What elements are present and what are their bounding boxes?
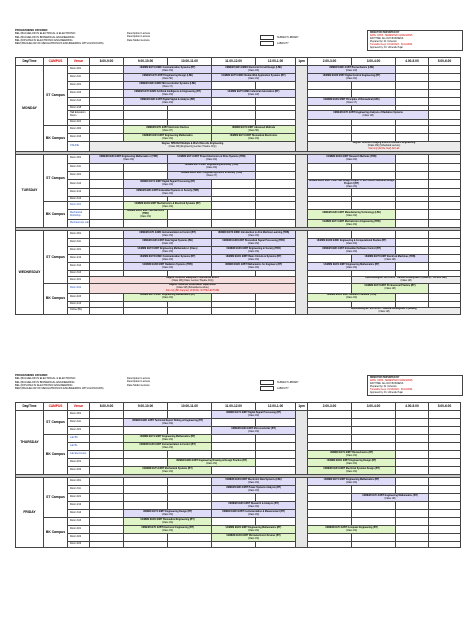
class-slot[interactable]: UEMEM EGR3 E5BT Digital Control Engineering (BT) (Class 1M) <box>308 74 396 82</box>
class-slot[interactable]: UEMEM EGT1 E3BT Electronic Devices (Class 1H) <box>124 126 212 134</box>
approval-line: Prepared by: Dr. Uchendu <box>370 385 397 388</box>
class-slot[interactable]: UEMEM EGT1 E3BT Engineering Mathematics (BT) (Class 1M) <box>352 494 429 502</box>
table-row <box>16 74 461 82</box>
class-slot[interactable]: UEMEM EGR1 E3BT Engineering Design (BT) (Class 1M) <box>308 459 396 467</box>
class-slot[interactable]: UEMEM EGT1 E3BT Engineering Analysis of Radiation Systems (Class 1M) <box>308 111 429 120</box>
col-header-campus: CAMPUS <box>44 403 68 411</box>
class-slot[interactable]: UEMEM EGR3 E3MC Engineering & Computational Studies (BT) (Class 1M) <box>308 239 396 247</box>
venue-cell: Room 401 <box>68 277 90 284</box>
campus-label: BK Campus <box>44 518 68 548</box>
header-line: BEL (BACHELOR IN BIOMEDICAL ENGINEERING <box>15 380 75 384</box>
venue-cell: Room 402 <box>68 467 90 475</box>
class-slot[interactable]: UEMEM EGT3 E3BT Engineering Mathematics I (Class) (Class 1M) <box>124 247 212 255</box>
campus-label: ST Campus <box>44 154 68 202</box>
table-row <box>16 66 461 74</box>
class-slot[interactable]: UEMEM EGR1 E3BT Microcontroller (BT) (Class 1M) <box>212 427 296 435</box>
description-line: Description/ Lecture <box>127 377 151 380</box>
legend-swatch <box>260 35 274 40</box>
class-slot[interactable]: UEMEM EGR1 E3BT Engineering Mathematics I (TRB) (Class 1M) <box>90 154 168 163</box>
class-slot[interactable]: UEMEM EGT1 E3BT Engineering Mathematics (BT) (Class 1M) <box>308 478 396 486</box>
class-slot[interactable]: UEMEM EGR1 E3BT Mechatronics (TRB) (Class 1M) <box>124 210 168 220</box>
description-line: Date Model Lecture <box>127 38 150 42</box>
col-header-time: 9.00-10.00 <box>124 58 168 66</box>
class-slot[interactable]: UEMEM EGR3 E3BT Radiation Systems (TRB) (Class 1M) <box>124 263 212 271</box>
table-row <box>16 427 461 435</box>
timetable-page-2 <box>15 374 460 548</box>
header-line: BEL (DIPLOMA IN ELECTRONIC ENGINEERING <box>15 383 73 387</box>
venue-cell: Room 314 <box>68 263 90 271</box>
approval-line: DATE: 03/06 - SEMESTER 01/2024/2025 <box>370 379 413 382</box>
document-header <box>15 29 460 57</box>
header-line: PROGRAMMES OFFERED: <box>15 374 49 377</box>
legend <box>260 35 299 47</box>
header-line: PROGRAMMES OFFERED: <box>15 29 49 32</box>
table-row <box>16 142 461 152</box>
class-slot[interactable]: Degree: BPE2024 Imaging & World Outreach Engineering (Class 1M) (Scheduled Lecture) Fair only (All the Year) No Lab <box>308 142 461 152</box>
campus-label: BK Campus <box>44 126 68 152</box>
col-header-time: 11.00-12.00 <box>212 403 256 411</box>
venue-cell: ONLINE <box>68 142 90 152</box>
venue-cell: Lab Electronics <box>68 451 90 459</box>
venue-cell: Room 314 <box>68 179 90 189</box>
class-slot[interactable]: UEMEM EGR1 EEMO Electrical Circuit Design (LBE) (Class 1M) <box>212 66 296 74</box>
approval-line: DAY/TIME: ALL DAY BUSINESS <box>370 37 404 40</box>
venue-cell: Mechatronics Lab <box>68 220 90 228</box>
description-line: Date Model Lecture <box>127 383 150 387</box>
campus-label: ST Campus <box>44 231 68 284</box>
table-row <box>16 255 461 263</box>
venue-cell: Room 021 <box>68 427 90 435</box>
approval-line: Prepared by: Dr. Uchendu <box>370 40 397 43</box>
venue-cell: Room 311 <box>68 419 90 427</box>
col-header-time: 2.00-3.00 <box>308 403 352 411</box>
col-header-time: 10.00-11.00 <box>168 58 212 66</box>
header-line: BEL (DIPLOMA IN ELECTRONIC ENGINEERING <box>15 38 73 42</box>
col-header-day: Day/Time <box>16 403 44 411</box>
table-row <box>16 210 461 220</box>
venue-cell: Online (BL) <box>68 307 90 314</box>
venue-cell: Room 021 <box>68 82 90 90</box>
table-row <box>16 231 461 239</box>
approval-line: DIRECTOR PERSISTED BY <box>370 32 400 34</box>
venue-cell: Room 002 <box>68 126 90 134</box>
table-row <box>16 82 461 90</box>
venue-cell: Room 021 <box>68 247 90 255</box>
table-row <box>16 486 461 494</box>
class-slot[interactable]: UEMEM EGR1 E3BT Instrumentation & Control (BT) (Class 1M) <box>124 443 212 451</box>
table-row <box>16 518 461 526</box>
class-slot[interactable]: UEMEM EGR1 E5BT Principles of Biomedical (LBE) (Class 1T) <box>308 98 396 106</box>
col-header-venue: Venue <box>68 58 90 66</box>
table-row <box>16 443 461 451</box>
class-slot[interactable]: UEMEM EGR1 E3BT Mechatronics & Electrical Systems (BT) (Class 1M) <box>124 202 212 210</box>
day-label: THURSDAY <box>16 411 44 475</box>
class-slot[interactable]: UEMEM EGT5 E3MC Industrial Automation (BT) (Class 1W) <box>212 90 296 98</box>
class-slot[interactable]: UEMEM EGT3 E5BT Engineering Design (LBE) (Class 5D) <box>124 74 212 82</box>
col-header-time: 8.00-9.00 <box>90 403 124 411</box>
venue-cell: Room 001 <box>68 154 90 163</box>
col-header-time: 3.00-4.00 <box>352 403 396 411</box>
venue-cell: Room 403 <box>68 542 90 548</box>
class-slot[interactable]: UEMEM EGT1 E3BT Power Electronics & Drive Systems (TRB) (Class 1M) <box>168 154 256 163</box>
venue-cell: Room 311 <box>68 486 90 494</box>
legend-label: LAB/DUTY <box>277 387 289 390</box>
venue-cell: Room 314 <box>68 510 90 518</box>
venue-cell: Room 403 <box>68 293 90 301</box>
class-slot[interactable]: UEMEM EGR1 E3BT Engineering Mathematics (Class 1M) <box>124 134 212 142</box>
table-row <box>16 154 461 163</box>
legend-label: SUBJECT LIBRARY <box>277 36 299 39</box>
venue-cell: Room 212 <box>68 189 90 197</box>
legend-item <box>260 380 299 385</box>
description-line: Description/ Lecture <box>127 380 151 384</box>
approval-line: Timetable Keep: 01/12/2024 - 31/12/2024 <box>370 43 413 46</box>
table-row <box>16 111 461 120</box>
header-line: BEM (BACHELOR OF MECHATRONICS ENGINEERING WITH HONOURS) <box>15 387 104 391</box>
column-header-row <box>16 58 461 66</box>
class-slot[interactable]: UEMEM EGT1 E3BT Engineering Mathematics (BT) (Class 1M) <box>124 293 212 301</box>
campus-label: BK Campus <box>44 283 68 314</box>
class-slot[interactable]: UEMEM EGT5 E3BT Electrical Machines (TRB) (Class 1M) <box>352 255 429 263</box>
class-slot[interactable]: UEMEM EGT1 E3BT Engineering Design (BT) (Class 1M) <box>124 510 212 518</box>
col-header-time: 4.00-5.00 <box>396 58 429 66</box>
class-slot[interactable]: UEMEM EGR3 E3BT Instrumentation & Measurement (BT) (Class 1M) <box>212 510 296 518</box>
table-row <box>16 478 461 486</box>
venue-cell: Lab BL <box>68 443 90 451</box>
approval-line: Approved by: Dr. Uchendu Pujar <box>370 46 403 49</box>
day-label: MONDAY <box>16 66 44 152</box>
table-row <box>16 467 461 475</box>
campus-label: ST Campus <box>44 66 68 126</box>
legend-label: SUBJECT LIBRARY <box>277 381 299 384</box>
table-row <box>16 90 461 98</box>
class-slot[interactable]: UEMEM EGT1 E3BT Advanced Methods (Class 5D) <box>212 126 296 134</box>
venue-cell: Room 311 <box>68 74 90 82</box>
class-slot[interactable]: UEMEM EGR1 E3BT Power Systems Analysis (BT) (Class 1M) <box>212 486 296 494</box>
table-row <box>16 526 461 534</box>
class-slot[interactable]: UEMEM EGR1 E1BT Biomechanics (LBE) (Class 1W) <box>308 66 396 74</box>
venue-cell: Room 001 <box>68 478 90 486</box>
venue-cell: Room 401 <box>68 120 90 126</box>
table-row <box>16 277 461 284</box>
class-slot[interactable]: UEMEM EGT1 E3MC Communication Systems (BT) (Class 1M) <box>124 66 212 74</box>
approval-box <box>367 375 463 396</box>
class-slot[interactable]: Degree: BPE2024 Multiple & World Records Engineering (Class 1M) (Engineering Lecture Theatre Only) <box>90 142 296 152</box>
class-slot[interactable]: UEMEM EGR1 E3BT Mathematics for Engineers (BT) (Class 1M) <box>212 263 296 271</box>
table-row <box>16 98 461 106</box>
venue-cell: Room 021 <box>68 494 90 502</box>
day-label: TUESDAY <box>16 154 44 227</box>
class-slot[interactable]: UEMEM EGT1 E3BT Biomedical Electronics (Class 1M) <box>212 134 296 142</box>
document-header <box>15 374 460 402</box>
approval-line: DATE: 03/06 - SEMESTER 01/2024/2025 <box>370 34 413 37</box>
legend-swatch <box>260 41 274 46</box>
class-slot[interactable]: UEMEM EGR1 E3BT Electronic Data Systems (LBE) (Class 1M) <box>212 478 296 486</box>
col-header-time: 10.00-11.00 <box>168 403 212 411</box>
description-line: Description/ Lecture <box>127 35 151 39</box>
column-header-row <box>16 403 461 411</box>
programmes-block <box>15 29 103 45</box>
table-row <box>16 202 461 210</box>
col-header-time: 2.00-3.00 <box>308 58 352 66</box>
venue-cell: Room 313 <box>68 271 90 277</box>
table-row <box>16 451 461 459</box>
venue-cell: Lab BK <box>68 435 90 443</box>
class-slot[interactable]: UEMEM EGR1 E1BT Digital Signal & Analysis (BP) (Class 1M) <box>124 98 212 106</box>
col-header-time: 5.00-6.00 <box>429 58 461 66</box>
col-header-time: 3.00-4.00 <box>352 58 396 66</box>
class-slot[interactable]: UEMEM EGR1 E3BT Engineering Mathematics (BT) (Class 1M) <box>308 263 396 271</box>
table-row <box>16 459 461 467</box>
class-slot[interactable]: Diploma/Degree: MPU3XXX - Bahasa Kebangsaan A (weekly) (Class 1M) <box>308 307 461 314</box>
class-slot[interactable]: UEMEM EGR1 E3BT Research Seminar (TRB) (Class 1M) <box>308 293 396 301</box>
venue-cell: Room 401 <box>68 526 90 534</box>
class-slot[interactable]: UEMEM EGT5 E3MC Mobile Web Application Systems (BT) (Class 1M) <box>212 74 296 82</box>
class-slot[interactable]: UEMEM EGT1 E3BT Engineering Economy (TRB) (Class 1M) <box>168 163 256 171</box>
venue-cell: Room 021 <box>68 171 90 179</box>
venue-cell: Room 311 <box>68 163 90 171</box>
table-row <box>16 263 461 271</box>
table-row <box>16 510 461 518</box>
timetable-grid-2 <box>15 402 461 548</box>
venue-cell: Room 402 <box>68 283 90 293</box>
venue-cell: Room 311 <box>68 239 90 247</box>
table-row <box>16 163 461 171</box>
legend-swatch <box>260 386 274 391</box>
header-line: BEL (BACHELOR IN BIOMEDICAL ENGINEERING <box>15 35 75 39</box>
venue-cell: Room 401 <box>68 202 90 210</box>
venue-cell: Room 013 <box>68 134 90 142</box>
table-row <box>16 179 461 189</box>
table-row <box>16 435 461 443</box>
campus-label: ST Campus <box>44 478 68 518</box>
campus-label: ST Campus <box>44 411 68 435</box>
class-slot[interactable]: UEMEM EGR1 E3MC Microcontroller Systems (LBE) (Class 1T) <box>124 82 212 90</box>
table-row <box>16 494 461 502</box>
table-row <box>16 171 461 179</box>
table-row <box>16 419 461 427</box>
approval-box <box>367 30 463 51</box>
table-row <box>16 542 461 548</box>
class-slot[interactable]: UEMEM EGR1 E3BT Technical Report Writing & Engineering (BT) (Class 1M) <box>124 419 212 427</box>
venue-cell: Mechanical Workshop <box>68 210 90 220</box>
venue-cell: Room 313 <box>68 197 90 202</box>
col-header-time: 9.00-10.00 <box>124 403 168 411</box>
class-slot[interactable]: UEMEM EGR3 E3BT Engineering Drawing & Design Practice (BT) (Class 1M) <box>168 459 256 467</box>
class-slot[interactable]: UEMEM EGR1 E3BT Electrical Systems Design (BT) (Class 1M) <box>308 467 396 475</box>
legend <box>260 380 299 392</box>
class-slot[interactable]: UEMEM EGT3 E3MC Artificial Intelligence & Engineering (BT) (Class 1M) <box>124 90 212 98</box>
class-slot[interactable]: Diploma/Degree: MPU3XXX - Bahasa Kebangsaan A (weekly - Lecture Hall) (Class 1M) <box>352 277 461 284</box>
table-row <box>16 411 461 419</box>
class-slot[interactable]: UEMEM EGR1 E3BT Data Signal Systems (BE) (Class 1W) <box>124 239 212 247</box>
table-row <box>16 239 461 247</box>
class-slot[interactable]: UEMEM EGT3 E3MC Communication Systems (BT) (Class 1M) <box>124 255 212 263</box>
table-row <box>16 534 461 542</box>
legend-item <box>260 386 299 391</box>
table-row <box>16 220 461 228</box>
col-header-campus: CAMPUS <box>44 58 68 66</box>
approval-line: DIRECTOR PERSISTED BY <box>370 377 400 379</box>
venue-cell: Room 001 <box>68 411 90 419</box>
legend-label: LAB/DUTY <box>277 42 289 45</box>
campus-label: BK Campus <box>44 435 68 475</box>
class-slot[interactable]: UEMEM EGR1 E3BT Final Year Design Project 1 / EGT5BXXX Industrial Design Project 2 (BT) (Class 1M) <box>308 179 395 188</box>
class-slot[interactable]: UEMEM EGR3 E3BT Biomedical Signal Processing (TRB) (Class 1M) <box>212 239 296 247</box>
legend-item <box>260 35 299 40</box>
table-row <box>16 307 461 314</box>
class-slot[interactable]: UEMEM EGR1 E3BT Basic Circuits & Systems (BT) (Class 1M) <box>212 255 296 263</box>
class-slot[interactable]: UEMEM EGT1 E3BT Mechanical Systems (BT) (Class 1M) <box>124 467 212 475</box>
table-row <box>16 189 461 197</box>
legend-item <box>260 41 299 46</box>
venue-cell: Room 402 <box>68 534 90 542</box>
table-row <box>16 126 461 134</box>
class-slot[interactable]: UEMEM EGT3 E3BT Professional Practice (BT) (Class 1M) <box>352 283 429 293</box>
venue-cell: Room 313 <box>68 518 90 526</box>
class-slot[interactable]: UEMEM EGT1 E3BT Engineering Mathematics (BT) (Class 1M) <box>124 435 212 443</box>
class-slot[interactable]: UEMEM EGR1 E3BT Engineering in Society (TRB) (Class 1M) <box>212 247 296 255</box>
class-slot[interactable]: UEMEM EGR1 E3BT Embedded Systems in Society (TRB) (Class 1M) <box>124 189 212 197</box>
table-row <box>16 134 461 142</box>
venue-cell: Room 212 <box>68 502 90 510</box>
class-slot[interactable]: UEMEM EGT1 E3BT Computer Engineering (BT) (Class 1M) <box>308 526 396 534</box>
venue-cell: Room 401 <box>68 459 90 467</box>
venue-cell: Hall Education Room <box>68 111 90 120</box>
approval-line: Approved by: Dr. Uchendu Pujar <box>370 391 403 394</box>
table-row <box>16 247 461 255</box>
class-slot[interactable]: UEMEM EGT1 E3BT Digital Signal Processing (BT) (Class 1M) <box>212 411 296 419</box>
class-slot[interactable]: UEMEM EGR1 E3BT Engineering Ethics & Society (TRB) (Class 1T) <box>168 171 256 179</box>
header-line: BEL (BACHELOR IN ELECTRICAL & ELECTRONIC <box>15 32 76 36</box>
class-slot[interactable]: UEMEM EGR1 E3BT Embedded Software Control (BT) (Class 1M) <box>308 247 396 255</box>
class-slot[interactable]: UEMEM EGT3 E3MC Introduction to AI & Machine Learning (TRB) (Class 1M) <box>212 231 296 239</box>
class-slot[interactable]: UEMEM EGT1 E3MC Instrumentation & Control (BT) (Class 1M) <box>124 231 212 239</box>
description-block <box>127 32 150 42</box>
col-header-break: 1pm <box>296 403 308 411</box>
col-header-day: Day/Time <box>16 58 44 66</box>
class-slot[interactable]: Degree: BPE2024 Malaysian Professional Ethics (Class 1M) (Class: Lecture Theatre Only) <box>90 277 296 284</box>
col-header-time: 4.00-5.00 <box>396 403 429 411</box>
day-label: FRIDAY <box>16 478 44 548</box>
programmes-block <box>15 374 103 390</box>
header-line: BEL (BACHELOR IN ELECTRICAL & ELECTRONIC <box>15 377 76 381</box>
col-header-time: 5.00-6.00 <box>429 403 461 411</box>
legend-swatch <box>260 380 274 385</box>
timetable-page-1 <box>15 29 460 315</box>
class-slot[interactable]: UEMEM EGT1 E3BT Digital Signal Processing (BT) (Class 1M) <box>124 179 212 189</box>
class-slot[interactable]: UEMEM EGR1 E3BT Research Methods (TRB) (Class 1M) <box>308 154 396 163</box>
class-slot[interactable]: UEMEM EGR1 E3BT Engineering Mathematics (BT) (Class 1M) <box>212 526 296 534</box>
class-slot[interactable]: UEMEM EGT1 E3BT Mechatronics Engineering (TRB) (Class 1M) <box>308 220 396 228</box>
col-header-time: 8.00-9.00 <box>90 58 124 66</box>
table-row <box>16 293 461 301</box>
col-header-time: 12.00-1.00 <box>256 58 296 66</box>
venue-cell: Room 314 <box>68 98 90 106</box>
day-label: WEDNESDAY <box>16 231 44 314</box>
campus-label: BK Campus <box>44 202 68 228</box>
venue-cell: Room 012 <box>68 90 90 98</box>
col-header-time: 11.00-12.00 <box>212 58 256 66</box>
class-slot[interactable]: UEMEM EGR1 E3BT Microelectronic Devices (BT) (Class 1M) <box>212 534 296 542</box>
col-header-time: 12.00-1.00 <box>256 403 296 411</box>
col-header-break: 1pm <box>296 58 308 66</box>
timetable-grid-1 <box>15 57 461 315</box>
venue-cell: Room 218 <box>68 106 90 111</box>
approval-line: Timetable Keep: 01/12/2024 - 31/12/2024 <box>370 388 413 391</box>
venue-cell: Room 001 <box>68 231 90 239</box>
venue-cell: Room 212 <box>68 255 90 263</box>
description-block <box>127 377 150 387</box>
description-line: Description/ Lecture <box>127 32 151 35</box>
table-row <box>16 502 461 510</box>
class-slot[interactable]: UEMEM EGT1 E3BT Electronic Engineering (BT) (Class 1M) <box>124 526 212 534</box>
col-header-venue: Venue <box>68 403 90 411</box>
class-slot[interactable]: UEMEM EGR1 E3BT Research & Analysis (BT) (Class 1M) <box>212 502 296 510</box>
header-line: BEM (BACHELOR OF MECHATRONICS ENGINEERING WITH HONOURS) <box>15 42 104 46</box>
class-slot[interactable]: UEMEM EGR1 E3BT Biomedical Engineering (BT) (Class 1M) <box>124 518 212 526</box>
class-slot[interactable]: UEMEM EGT1 E3BT Biomechanics (BT) (Class 1M) <box>308 451 396 459</box>
venue-cell: Room 001 <box>68 66 90 74</box>
approval-line: DAY/TIME: ALL DAY BUSINESS <box>370 382 404 385</box>
class-slot[interactable]: Degree: BPE2024 Dissertation Supervision (Class 1M) (Scheduled Lecture) Fair only (BK Campus) 10:00-BL: IN THE LECTURE <box>90 283 296 293</box>
table-row <box>16 283 461 293</box>
class-slot[interactable]: UEMEM EGR1 E3BT Manufacturing Technology (LBE) (Class 1M) <box>308 210 396 220</box>
venue-cell: Room 413 <box>68 301 90 307</box>
